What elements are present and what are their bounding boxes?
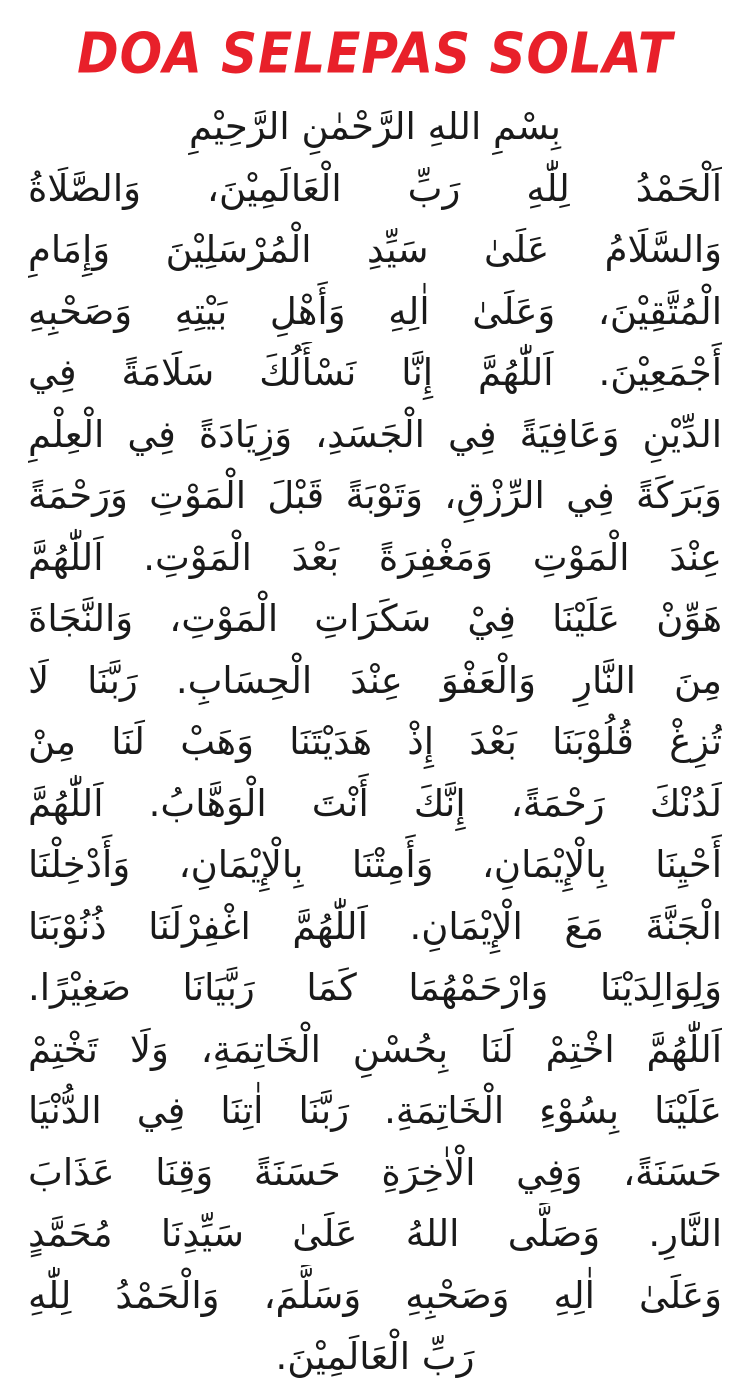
prayer-line-20: وَعَلَىٰ اٰلِهِ وَصَحْبِهِ وَسَلَّمَ، وَالْحَمْدُ لِلّٰهِ [28,1273,722,1317]
prayer-line-8: عِنْدَ الْمَوْتِ وَمَغْفِرَةً بَعْدَ الْمَوْتِ. اَللّٰهُمَّ [28,535,722,579]
prayer-line-18: حَسَنَةً، وَفِي الْاٰخِرَةِ حَسَنَةً وَقِنَا عَذَابَ [28,1150,722,1194]
prayer-line-7: وَبَرَكَةً فِي الرِّزْقِ، وَتَوْبَةً قَبْلَ الْمَوْتِ وَرَحْمَةً [28,474,722,517]
prayer-line-14: الْجَنَّةَ مَعَ الْإِيْمَانِ. اَللّٰهُمَّ اغْفِرْلَنَا ذُنُوْبَنَا [28,904,722,948]
prayer-line-9: هَوِّنْ عَلَيْنَا فِيْ سَكَرَاتِ الْمَوْتِ، وَالنَّجَاةَ [28,597,722,640]
prayer-line-6: الدِّيْنِ وَعَافِيَةً فِي الْجَسَدِ، وَزِيَادَةً فِي الْعِلْمِ [28,412,722,456]
prayer-line-1: بِسْمِ اللهِ الرَّحْمٰنِ الرَّحِيْمِ [189,105,561,148]
page-title: DOA SELEPAS SOLAT [77,21,673,87]
prayer-line-4: الْمُتَّقِيْنَ، وَعَلَىٰ اٰلِهِ وَأَهْلِ بَيْتِهِ وَصَحْبِهِ [28,289,722,333]
prayer-text [28,96,722,1388]
prayer-line-11: تُزِغْ قُلُوْبَنَا بَعْدَ إِذْ هَدَيْتَنَا وَهَبْ لَنَا مِنْ [28,720,722,763]
prayer-line-10: مِنَ النَّارِ وَالْعَفْوَ عِنْدَ الْحِسَابِ. رَبَّنَا لَا [28,658,722,702]
prayer-line-15: وَلِوَالِدَيْنَا وَارْحَمْهُمَا كَمَا رَبَّيَانَا صَغِيْرًا. [28,966,722,1009]
prayer-line-3: وَالسَّلَامُ عَلَىٰ سَيِّدِ الْمُرْسَلِيْنَ وَإِمَامِ [28,228,722,271]
prayer-line-17: عَلَيْنَا بِسُوْءِ الْخَاتِمَةِ. رَبَّنَا اٰتِنَا فِي الدُّنْيَا [28,1089,722,1132]
prayer-line-13: أَحْيِنَا بِالْإِيْمَانِ، وَأَمِتْنَا بِالْإِيْمَانِ، وَأَدْخِلْنَا [28,843,722,886]
prayer-line-12: لَدُنْكَ رَحْمَةً، إِنَّكَ أَنْتَ الْوَهَّابُ. اَللّٰهُمَّ [28,781,722,825]
prayer-line-2: اَلْحَمْدُ لِلّٰهِ رَبِّ الْعَالَمِيْنَ، وَالصَّلَاةُ [28,166,722,210]
prayer-line-5: أَجْمَعِيْنَ. اَللّٰهُمَّ إِنَّا نَسْأَلُكَ سَلَامَةً فِي [28,351,722,394]
prayer-line-21: رَبِّ الْعَالَمِيْنَ. [275,1335,475,1378]
prayer-line-16: اَللّٰهُمَّ اخْتِمْ لَنَا بِحُسْنِ الْخَاتِمَةِ، وَلَا تَخْتِمْ [28,1027,722,1071]
prayer-line-19: النَّارِ. وَصَلَّى اللهُ عَلَىٰ سَيِّدِنَا مُحَمَّدٍ [28,1212,722,1255]
